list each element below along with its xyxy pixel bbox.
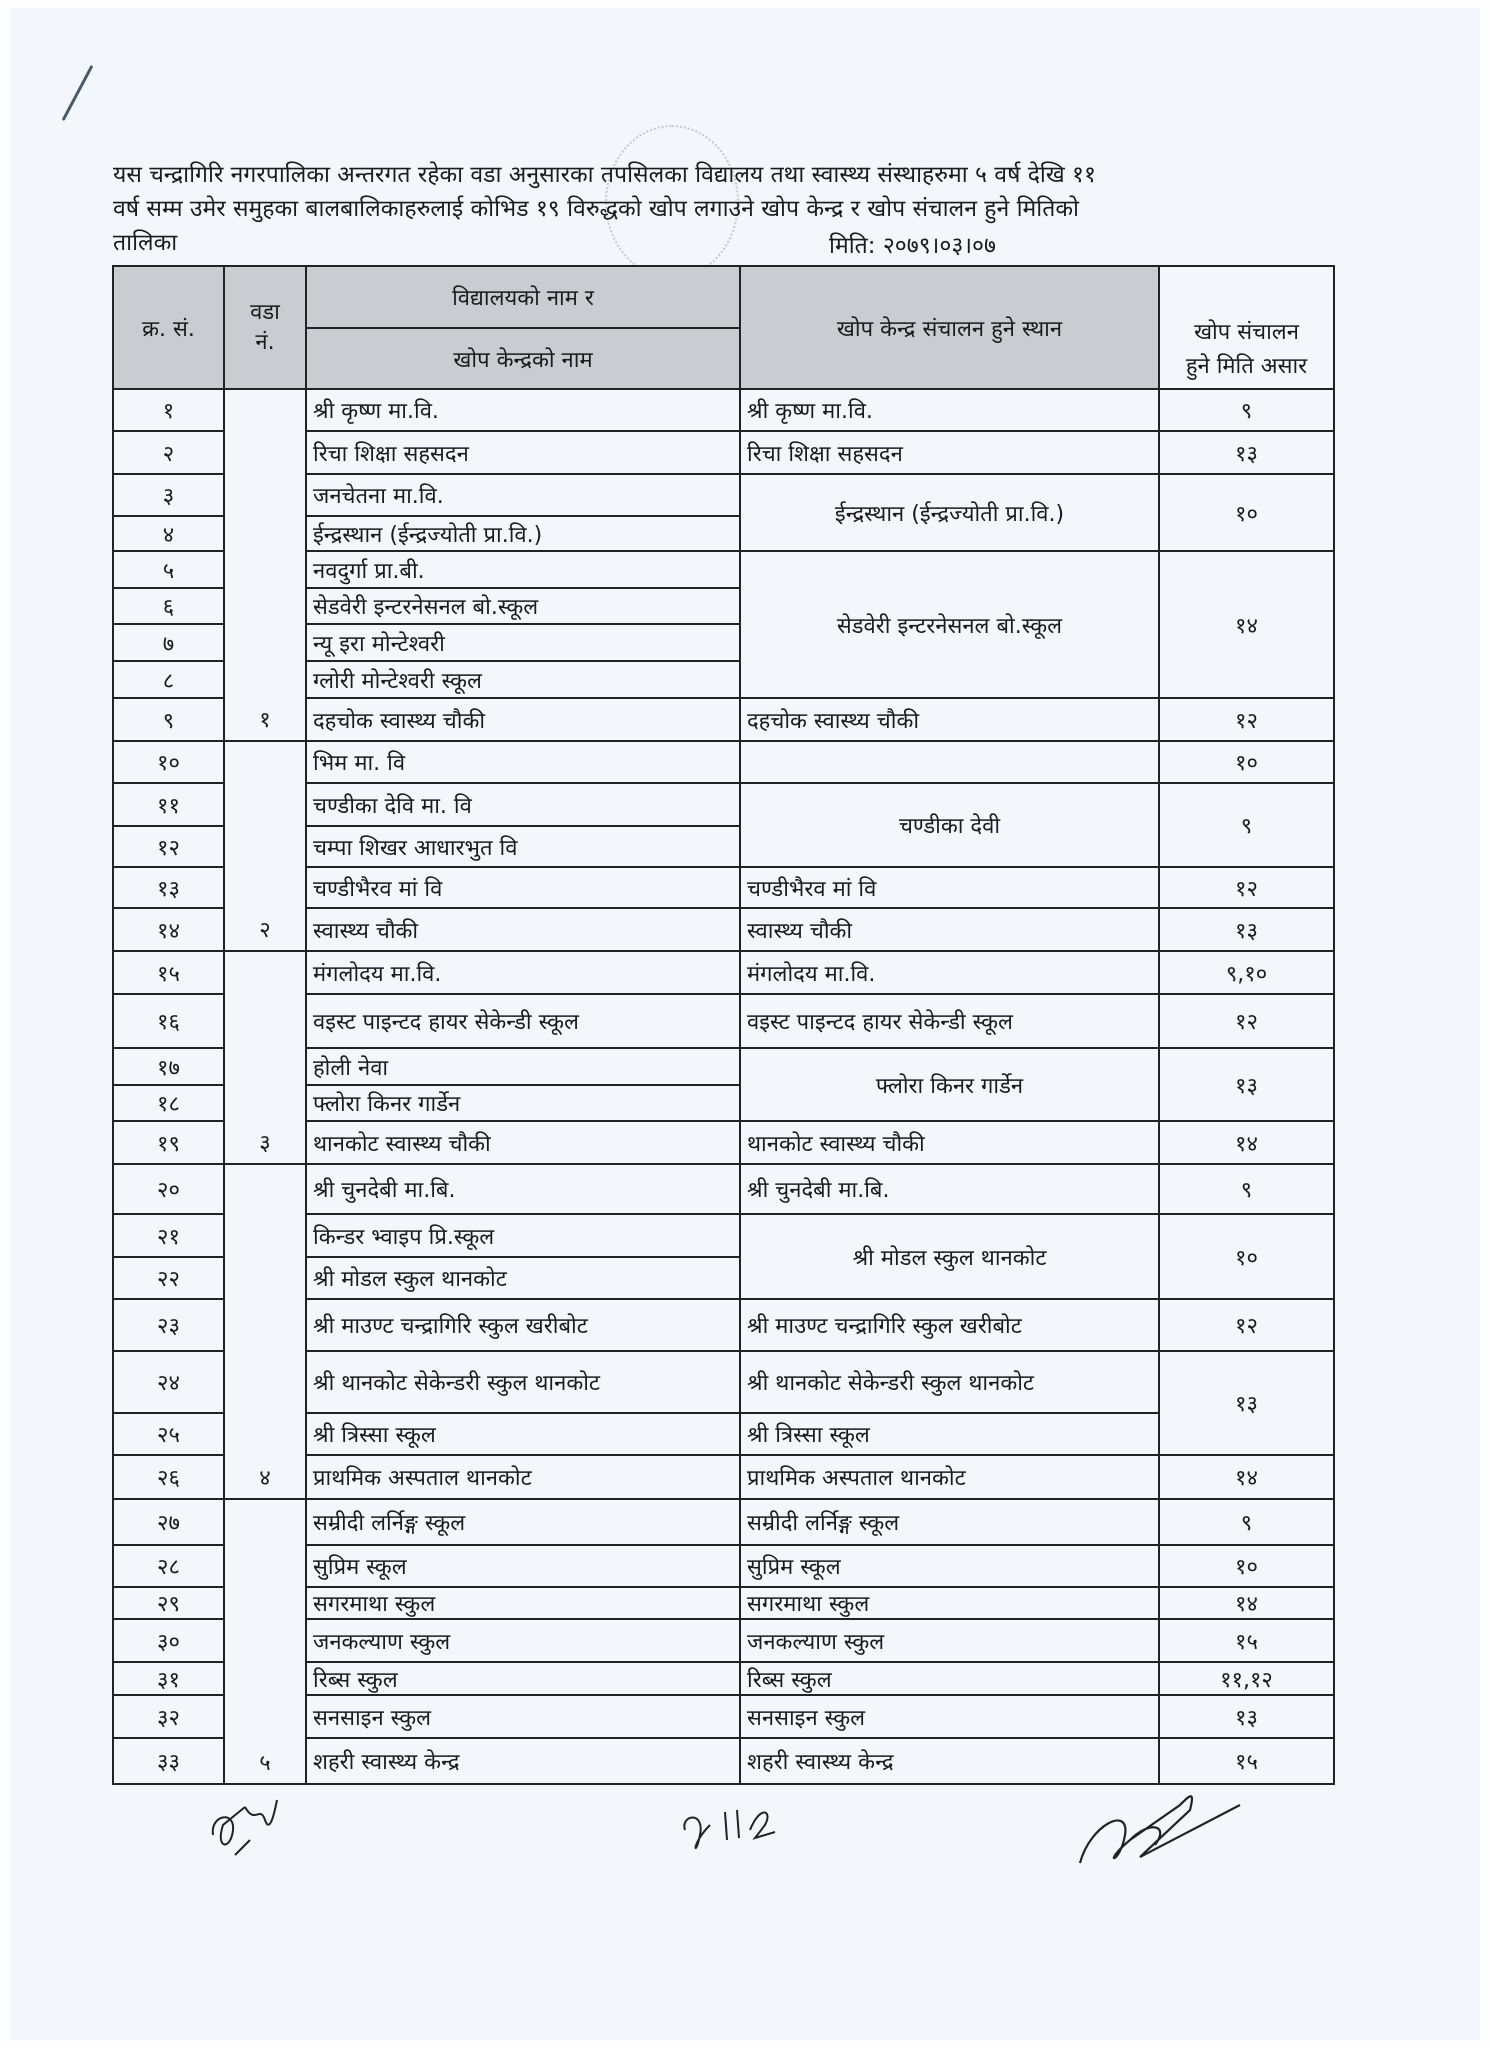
school-name-cell: जनकल्याण स्कुल: [306, 1619, 740, 1662]
serial-number-cell: १२: [113, 826, 224, 867]
vaccination-center-cell: श्री थानकोट सेकेन्डरी स्कुल थानकोट: [740, 1351, 1159, 1413]
serial-number-cell: २१: [113, 1214, 224, 1257]
col-header-center: खोप केन्द्र संचालन हुने स्थान: [740, 266, 1159, 389]
school-name-cell: वइस्ट पाइन्टद हायर सेकेन्डी स्कूल: [306, 994, 740, 1048]
serial-number-cell: ६: [113, 588, 224, 624]
vaccination-date-cell: १५: [1159, 1738, 1334, 1784]
vaccination-center-cell: श्री त्रिस्सा स्कूल: [740, 1413, 1159, 1455]
vaccination-center-cell: श्री माउण्ट चन्द्रागिरि स्कुल खरीबोट: [740, 1299, 1159, 1351]
school-name-cell: जनचेतना मा.वि.: [306, 474, 740, 516]
serial-number-cell: २: [113, 431, 224, 474]
serial-number-cell: २३: [113, 1299, 224, 1351]
school-name-cell: किन्डर भ्वाइप प्रि.स्कूल: [306, 1214, 740, 1257]
serial-number-cell: ८: [113, 661, 224, 698]
vaccination-date-cell: १४: [1159, 1121, 1334, 1164]
vaccination-date-cell: ९: [1159, 783, 1334, 867]
col-header-date-top: खोप संचालन: [1194, 320, 1299, 345]
serial-number-cell: ३०: [113, 1619, 224, 1662]
vaccination-center-cell: वइस्ट पाइन्टद हायर सेकेन्डी स्कूल: [740, 994, 1159, 1048]
intro-line: तालिका: [113, 230, 178, 256]
vaccination-date-cell: १२: [1159, 994, 1334, 1048]
vaccination-center-cell: श्री चुनदेबी मा.बि.: [740, 1164, 1159, 1214]
serial-number-cell: १९: [113, 1121, 224, 1164]
vaccination-center-cell: चण्डीका देवी: [740, 783, 1159, 867]
serial-number-cell: ३२: [113, 1695, 224, 1738]
vaccination-center-cell: रिचा शिक्षा सहसदन: [740, 431, 1159, 474]
ward-number-cell: १: [224, 389, 306, 741]
vaccination-date-cell: ९: [1159, 1499, 1334, 1545]
school-name-cell: श्री थानकोट सेकेन्डरी स्कुल थानकोट: [306, 1351, 740, 1413]
vaccination-center-cell: जनकल्याण स्कुल: [740, 1619, 1159, 1662]
serial-number-cell: २५: [113, 1413, 224, 1455]
serial-number-cell: १४: [113, 908, 224, 951]
serial-number-cell: ७: [113, 624, 224, 661]
vaccination-schedule-table: [112, 265, 1335, 1785]
serial-number-cell: २६: [113, 1455, 224, 1499]
vaccination-date-cell: ९: [1159, 1164, 1334, 1214]
serial-number-cell: १०: [113, 741, 224, 783]
school-name-cell: सगरमाथा स्कुल: [306, 1587, 740, 1619]
school-name-cell: सनसाइन स्कुल: [306, 1695, 740, 1738]
vaccination-center-cell: स्वास्थ्य चौकी: [740, 908, 1159, 951]
school-name-cell: होली नेवा: [306, 1048, 740, 1085]
ward-number-cell: ५: [224, 1499, 306, 1784]
serial-number-cell: ३१: [113, 1662, 224, 1695]
vaccination-date-cell: १२: [1159, 698, 1334, 741]
vaccination-center-cell: रिब्स स्कुल: [740, 1662, 1159, 1695]
school-name-cell: सम्रीदी लर्निङ्ग स्कूल: [306, 1499, 740, 1545]
school-name-cell: श्री मोडल स्कुल थानकोट: [306, 1257, 740, 1299]
ward-number-cell: २: [224, 741, 306, 951]
ward-number-cell: ४: [224, 1164, 306, 1499]
school-name-cell: भिम मा. वि: [306, 741, 740, 783]
col-header-ward-line: वडा: [250, 299, 280, 325]
serial-number-cell: २७: [113, 1499, 224, 1545]
serial-number-cell: २४: [113, 1351, 224, 1413]
vaccination-date-cell: १२: [1159, 1299, 1334, 1351]
vaccination-center-cell: थानकोट स्वास्थ्य चौकी: [740, 1121, 1159, 1164]
vaccination-date-cell: १०: [1159, 1214, 1334, 1299]
vaccination-center-cell: श्री कृष्ण मा.वि.: [740, 389, 1159, 431]
serial-number-cell: १६: [113, 994, 224, 1048]
vaccination-date-cell: १०: [1159, 741, 1334, 783]
serial-number-cell: ३: [113, 474, 224, 516]
vaccination-date-cell: १३: [1159, 431, 1334, 474]
vaccination-center-cell: शहरी स्वास्थ्य केन्द्र: [740, 1738, 1159, 1784]
vaccination-center-cell: दहचोक स्वास्थ्य चौकी: [740, 698, 1159, 741]
serial-number-cell: ११: [113, 783, 224, 826]
vaccination-date-cell: १५: [1159, 1619, 1334, 1662]
school-name-cell: ग्लोरी मोन्टेश्वरी स्कूल: [306, 661, 740, 698]
vaccination-date-cell: १०: [1159, 1545, 1334, 1587]
vaccination-center-cell: [740, 741, 1159, 783]
intro-paragraph: [113, 158, 1343, 260]
table-row: [113, 741, 1334, 783]
vaccination-date-cell: ९: [1159, 389, 1334, 431]
school-name-cell: मंगलोदय मा.वि.: [306, 951, 740, 994]
vaccination-center-cell: श्री मोडल स्कुल थानकोट: [740, 1214, 1159, 1299]
vaccination-center-cell: ईन्द्रस्थान (ईन्द्रज्योती प्रा.वि.): [740, 474, 1159, 551]
serial-number-cell: २९: [113, 1587, 224, 1619]
serial-number-cell: १८: [113, 1085, 224, 1121]
vaccination-center-cell: मंगलोदय मा.वि.: [740, 951, 1159, 994]
vaccination-date-cell: १३: [1159, 1048, 1334, 1121]
col-header-date: [1159, 266, 1334, 389]
vaccination-center-cell: सम्रीदी लर्निङ्ग स्कूल: [740, 1499, 1159, 1545]
serial-number-cell: १७: [113, 1048, 224, 1085]
vaccination-date-cell: ९,१०: [1159, 951, 1334, 994]
serial-number-cell: ३३: [113, 1738, 224, 1784]
intro-line: वर्ष सम्म उमेर समुहका बालबालिकाहरुलाई कोभिड १९ विरुद्धको खोप लगाउने खोप केन्द्र र खोप संचालन हुने मितिको: [113, 196, 1079, 222]
serial-number-cell: ९: [113, 698, 224, 741]
serial-number-cell: ५: [113, 551, 224, 588]
school-name-cell: थानकोट स्वास्थ्य चौकी: [306, 1121, 740, 1164]
school-name-cell: श्री माउण्ट चन्द्रागिरि स्कुल खरीबोट: [306, 1299, 740, 1351]
school-name-cell: सेडवेरी इन्टरनेसनल बो.स्कूल: [306, 588, 740, 624]
col-header-ward-line: नं.: [255, 329, 275, 355]
vaccination-center-cell: फ्लोरा किनर गार्डेन: [740, 1048, 1159, 1121]
vaccination-date-cell: १४: [1159, 1455, 1334, 1499]
school-name-cell: रिब्स स्कुल: [306, 1662, 740, 1695]
school-name-cell: शहरी स्वास्थ्य केन्द्र: [306, 1738, 740, 1784]
vaccination-date-cell: १३: [1159, 908, 1334, 951]
serial-number-cell: २८: [113, 1545, 224, 1587]
school-name-cell: सुप्रिम स्कूल: [306, 1545, 740, 1587]
vaccination-center-cell: चण्डीभैरव मां वि: [740, 867, 1159, 908]
school-name-cell: नवदुर्गा प्रा.बी.: [306, 551, 740, 588]
serial-number-cell: १५: [113, 951, 224, 994]
col-header-school-top: विद्यालयको नाम र: [306, 266, 740, 328]
table-row: [113, 1164, 1334, 1214]
vaccination-center-cell: सगरमाथा स्कुल: [740, 1587, 1159, 1619]
serial-number-cell: १३: [113, 867, 224, 908]
intro-line: यस चन्द्रागिरि नगरपालिका अन्तरगत रहेका वडा अनुसारका तपसिलका विद्यालय तथा स्वास्थ्य संस्थाहरुमा ५ वर्ष देखि ११: [113, 162, 1096, 188]
serial-number-cell: २२: [113, 1257, 224, 1299]
school-name-cell: चम्पा शिखर आधारभुत वि: [306, 826, 740, 867]
serial-number-cell: १: [113, 389, 224, 431]
school-name-cell: श्री त्रिस्सा स्कूल: [306, 1413, 740, 1455]
vaccination-center-cell: सेडवेरी इन्टरनेसनल बो.स्कूल: [740, 551, 1159, 698]
school-name-cell: न्यू इरा मोन्टेश्वरी: [306, 624, 740, 661]
vaccination-date-cell: १३: [1159, 1695, 1334, 1738]
vaccination-date-cell: १०: [1159, 474, 1334, 551]
table-row: [113, 951, 1334, 994]
signature-right: [1070, 1785, 1260, 1875]
vaccination-center-cell: सुप्रिम स्कूल: [740, 1545, 1159, 1587]
serial-number-cell: ४: [113, 516, 224, 551]
vaccination-center-cell: सनसाइन स्कुल: [740, 1695, 1159, 1738]
school-name-cell: रिचा शिक्षा सहसदन: [306, 431, 740, 474]
school-name-cell: प्राथमिक अस्पताल थानकोट: [306, 1455, 740, 1499]
school-name-cell: श्री कृष्ण मा.वि.: [306, 389, 740, 431]
vaccination-date-cell: १३: [1159, 1351, 1334, 1455]
school-name-cell: दहचोक स्वास्थ्य चौकी: [306, 698, 740, 741]
school-name-cell: चण्डीका देवि मा. वि: [306, 783, 740, 826]
school-name-cell: ईन्द्रस्थान (ईन्द्रज्योती प्रा.वि.): [306, 516, 740, 551]
vaccination-date-cell: १२: [1159, 867, 1334, 908]
school-name-cell: स्वास्थ्य चौकी: [306, 908, 740, 951]
serial-number-cell: २०: [113, 1164, 224, 1214]
document-date: मिति: २०७९।०३।०७: [829, 233, 996, 259]
school-name-cell: श्री चुनदेबी मा.बि.: [306, 1164, 740, 1214]
ward-number-cell: ३: [224, 951, 306, 1164]
signature-middle: [675, 1800, 785, 1855]
table-row: [113, 1499, 1334, 1545]
col-header-school-bottom: खोप केन्द्रको नाम: [306, 328, 740, 389]
vaccination-center-cell: प्राथमिक अस्पताल थानकोट: [740, 1455, 1159, 1499]
school-name-cell: फ्लोरा किनर गार्डेन: [306, 1085, 740, 1121]
vaccination-date-cell: ११,१२: [1159, 1662, 1334, 1695]
vaccination-date-cell: १४: [1159, 551, 1334, 698]
col-header-sn: क्र. सं.: [113, 266, 224, 389]
vaccination-date-cell: १४: [1159, 1587, 1334, 1619]
signature-left: [205, 1795, 285, 1865]
table-row: [113, 389, 1334, 431]
school-name-cell: चण्डीभैरव मां वि: [306, 867, 740, 908]
col-header-date-bottom: हुने मिति असार: [1185, 354, 1308, 379]
col-header-ward: [224, 266, 306, 389]
